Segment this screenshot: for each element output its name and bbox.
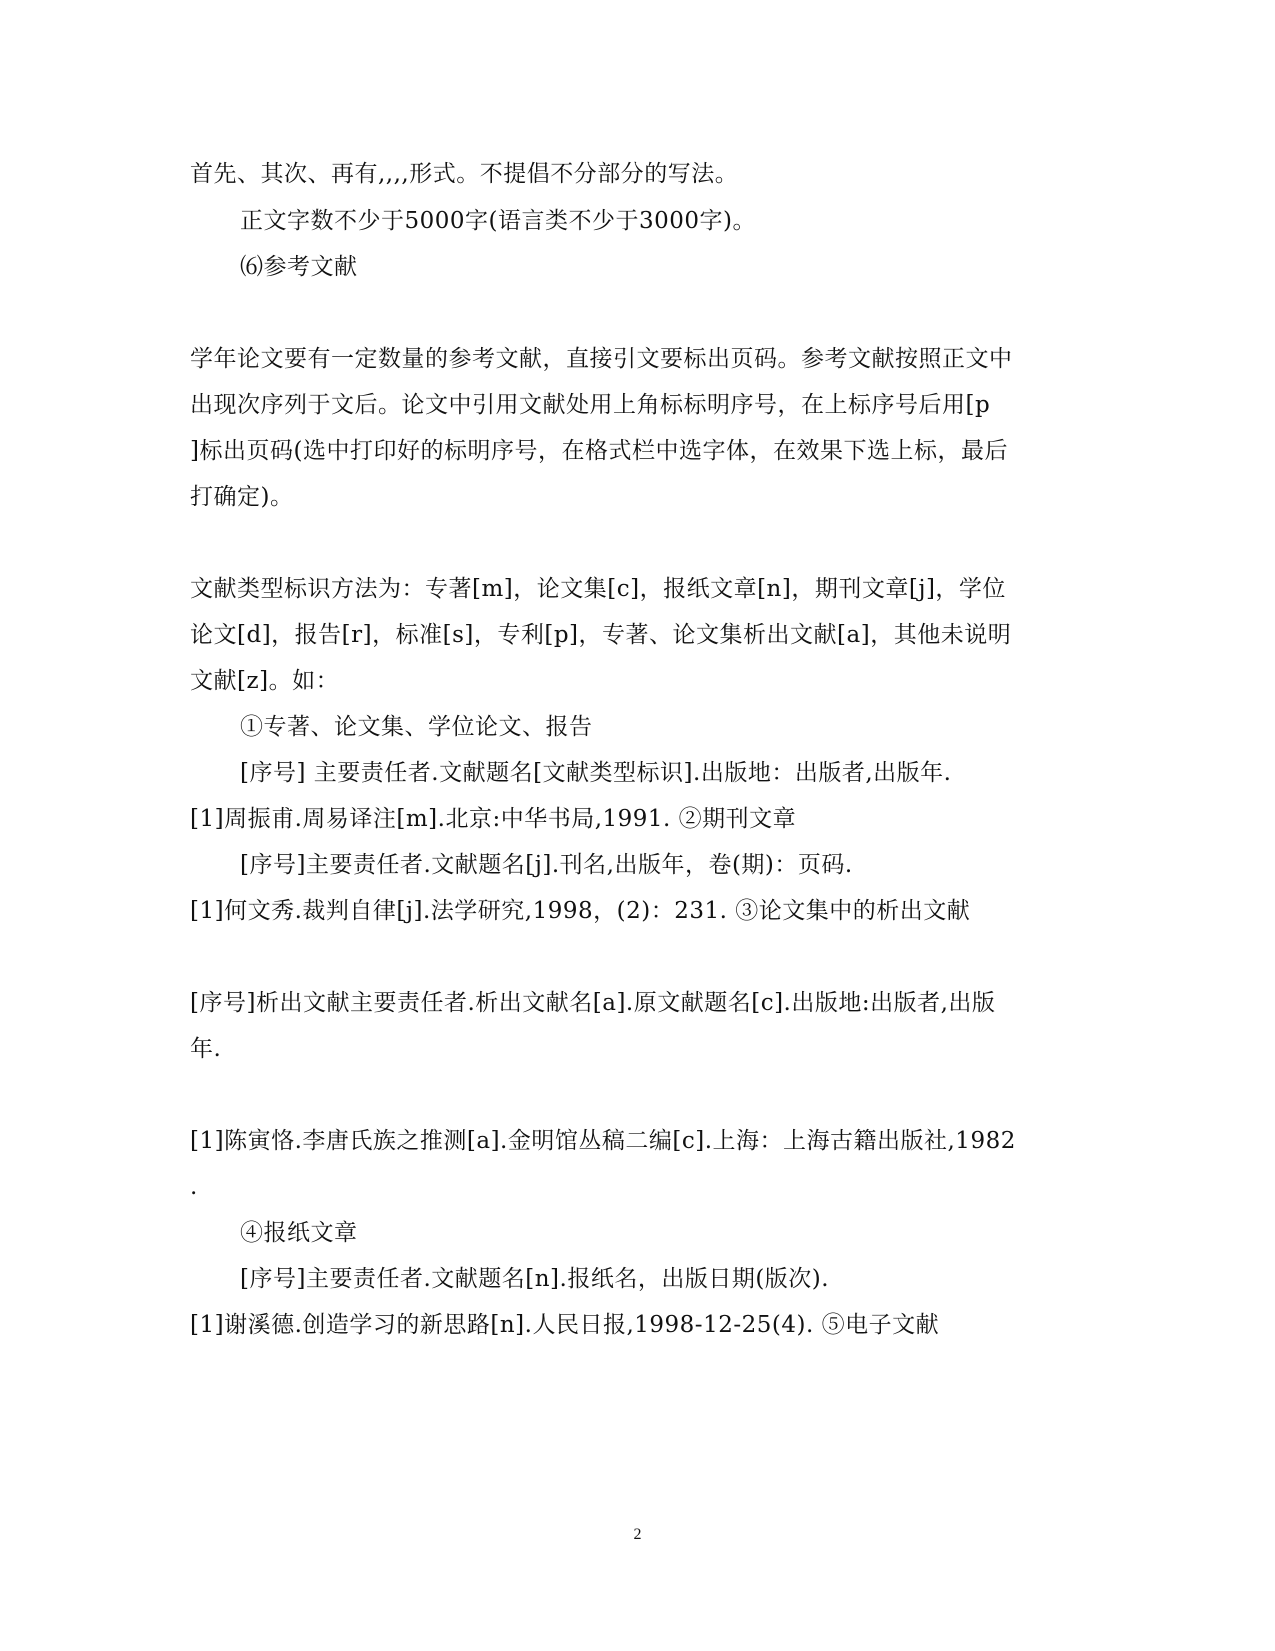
- section-heading: ⑹参考文献: [240, 254, 358, 280]
- body-text-line: 文献[z]。如：: [190, 668, 340, 694]
- citation-format-line: [序号]析出文献主要责任者.析出文献名[a].原文献题名[c].出版地:出版者,出版: [190, 990, 996, 1016]
- body-text-line: 出现次序列于文后。论文中引用文献处用上角标标明序号，在上标序号后用[p: [190, 392, 991, 418]
- citation-example-line: [1]陈寅恪.李唐氏族之推测[a].金明馆丛稿二编[c].上海：上海古籍出版社,1982: [190, 1128, 1016, 1154]
- body-text-line: 学年论文要有一定数量的参考文献，直接引文要标出页码。参考文献按照正文中: [190, 346, 1013, 372]
- citation-example-line: [1]何文秀.裁判自律[j].法学研究,1998，(2)：231. ③论文集中的析出文献: [190, 898, 971, 924]
- citation-format-line: [序号] 主要责任者.文献题名[文献类型标识].出版地：出版者,出版年.: [240, 760, 952, 786]
- body-text-line: 打确定)。: [190, 484, 294, 510]
- body-text-line: 文献类型标识方法为：专著[m]，论文集[c]，报纸文章[n]，期刊文章[j]，学位: [190, 576, 1006, 602]
- page-number: 2: [633, 1526, 642, 1543]
- citation-format-line: 年.: [190, 1036, 222, 1062]
- body-text-line: 首先、其次、再有,,,,形式。不提倡不分部分的写法。: [190, 161, 739, 187]
- citation-example-line: [1]周振甫.周易译注[m].北京:中华书局,1991. ②期刊文章: [190, 806, 797, 832]
- citation-format-line: [序号]主要责任者.文献题名[n].报纸名，出版日期(版次).: [240, 1266, 830, 1292]
- subsection-heading: ④报纸文章: [240, 1220, 358, 1246]
- citation-example-line: .: [190, 1174, 198, 1200]
- body-text-line: 正文字数不少于5000字(语言类不少于3000字)。: [240, 208, 757, 234]
- citation-example-line: [1]谢溪德.创造学习的新思路[n].人民日报,1998-12-25(4). ⑤电子文献: [190, 1312, 940, 1338]
- body-text-line: 论文[d]，报告[r]，标准[s]，专利[p]，专著、论文集析出文献[a]，其他未说明: [190, 622, 1012, 648]
- citation-format-line: [序号]主要责任者.文献题名[j].刊名,出版年，卷(期)：页码.: [240, 852, 853, 878]
- subsection-heading: ①专著、论文集、学位论文、报告: [240, 714, 593, 740]
- body-text-line: ]标出页码(选中打印好的标明序号，在格式栏中选字体，在效果下选上标，最后: [190, 438, 1008, 464]
